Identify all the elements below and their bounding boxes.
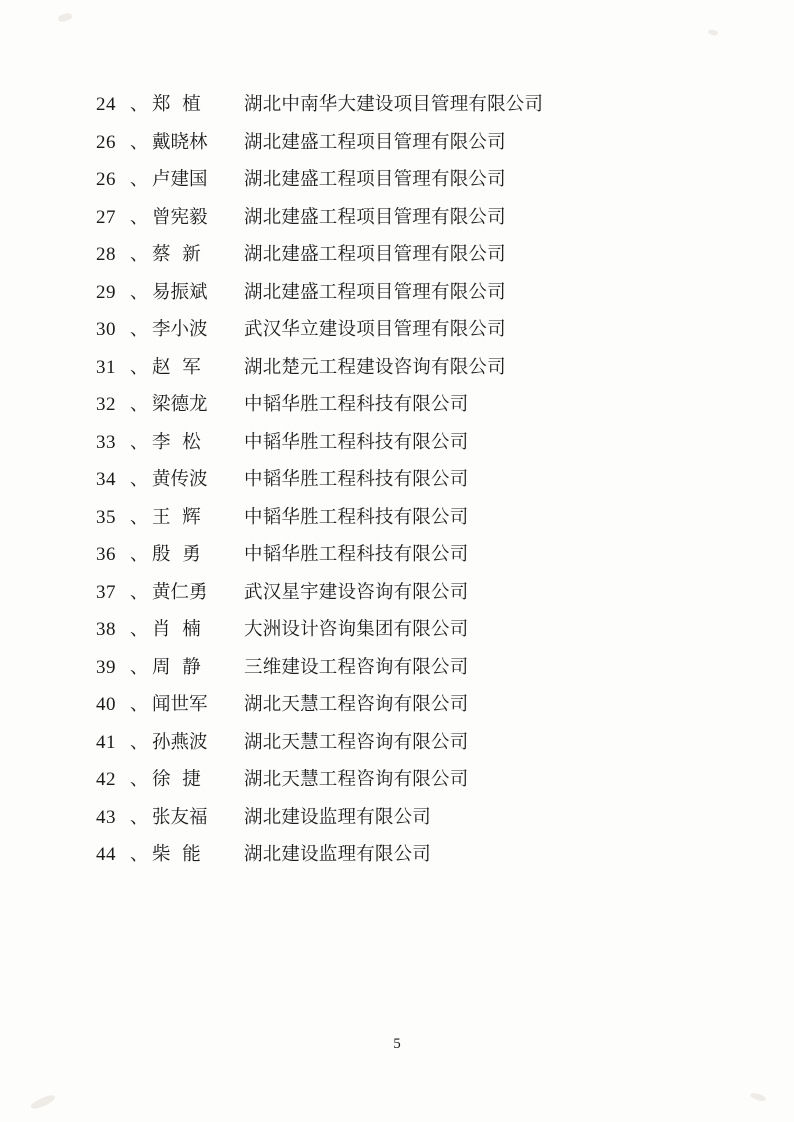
list-item-person-name: 曾宪毅 — [152, 206, 208, 228]
list-item — [96, 86, 706, 124]
list-item-separator: 、 — [130, 581, 148, 603]
list-item — [96, 311, 706, 349]
list-item-organization: 湖北建盛工程项目管理有限公司 — [244, 244, 506, 265]
scan-artifact-top-right — [708, 29, 719, 36]
list-item — [96, 274, 706, 312]
list-item — [96, 799, 706, 837]
list-item — [96, 649, 706, 687]
list-item-index: 26 — [96, 169, 116, 190]
list-item-index: 32 — [96, 394, 116, 415]
list-item-index: 24 — [96, 94, 116, 115]
list-item-index: 30 — [96, 319, 116, 340]
list-item-index: 34 — [96, 469, 116, 490]
list-item — [96, 461, 706, 499]
list-item-separator: 、 — [130, 544, 148, 565]
list-item — [96, 161, 706, 199]
list-item-index: 42 — [96, 769, 116, 790]
list-item-person-name: 孙燕波 — [152, 731, 208, 753]
scan-artifact-top-left — [57, 12, 72, 23]
list-item — [96, 574, 706, 612]
list-item-index: 39 — [96, 656, 116, 678]
list-item-index: 26 — [96, 131, 116, 153]
list-item-organization: 三维建设工程咨询有限公司 — [244, 656, 469, 678]
list-item — [96, 386, 706, 424]
list-item-separator: 、 — [130, 731, 148, 753]
list-item-index: 43 — [96, 806, 116, 828]
list-item-organization: 湖北建盛工程项目管理有限公司 — [244, 281, 506, 303]
list-item-separator: 、 — [130, 131, 148, 153]
list-item-organization: 湖北天慧工程咨询有限公司 — [244, 769, 469, 790]
list-item — [96, 199, 706, 237]
list-item-separator: 、 — [130, 431, 148, 453]
list-item-person-name: 张友福 — [152, 806, 208, 828]
list-item-separator: 、 — [130, 319, 148, 340]
list-item-person-name: 赵 军 — [152, 356, 201, 378]
list-item-person-name: 徐 捷 — [152, 769, 201, 790]
list-item-person-name: 黄仁勇 — [152, 581, 208, 603]
list-item-separator: 、 — [130, 94, 148, 115]
list-item — [96, 124, 706, 162]
list-item-organization: 中韬华胜工程科技有限公司 — [244, 506, 469, 528]
list-item — [96, 761, 706, 799]
list-item-organization: 湖北建设监理有限公司 — [244, 806, 432, 828]
list-item-separator: 、 — [130, 694, 148, 715]
list-item-person-name: 肖 楠 — [152, 619, 201, 640]
list-item — [96, 236, 706, 274]
list-item-person-name: 蔡 新 — [152, 244, 201, 265]
list-item-person-name: 易振斌 — [152, 281, 208, 303]
list-item-separator: 、 — [130, 806, 148, 828]
list-item-person-name: 黄传波 — [152, 469, 208, 490]
list-item-index: 37 — [96, 581, 116, 603]
list-item-organization: 湖北天慧工程咨询有限公司 — [244, 731, 469, 753]
list-item-index: 27 — [96, 206, 116, 228]
list-item-separator: 、 — [130, 469, 148, 490]
list-item-organization: 湖北天慧工程咨询有限公司 — [244, 694, 469, 715]
list-item-person-name: 卢建国 — [152, 169, 208, 190]
list-item-organization: 中韬华胜工程科技有限公司 — [244, 394, 469, 415]
list-item-organization: 中韬华胜工程科技有限公司 — [244, 431, 469, 453]
list-item-organization: 湖北中南华大建设项目管理有限公司 — [244, 94, 544, 115]
list-item-person-name: 王 辉 — [152, 506, 201, 528]
list-item — [96, 349, 706, 387]
scan-artifact-bottom-right — [749, 1092, 766, 1103]
list-item — [96, 724, 706, 762]
list-item — [96, 499, 706, 537]
list-item-person-name: 戴晓林 — [152, 131, 208, 153]
list-item-organization: 湖北建设监理有限公司 — [244, 844, 432, 865]
list-item — [96, 424, 706, 462]
list-item-index: 36 — [96, 544, 116, 565]
list-item-organization: 中韬华胜工程科技有限公司 — [244, 469, 469, 490]
list-item-separator: 、 — [130, 506, 148, 528]
list-item-index: 28 — [96, 244, 116, 265]
list-item-index: 38 — [96, 619, 116, 640]
list-item-separator: 、 — [130, 656, 148, 678]
list-item-person-name: 殷 勇 — [152, 544, 201, 565]
list-item-organization: 中韬华胜工程科技有限公司 — [244, 544, 469, 565]
list-item-index: 35 — [96, 506, 116, 528]
list-item-separator: 、 — [130, 169, 148, 190]
list-item-separator: 、 — [130, 394, 148, 415]
list-item-organization: 湖北建盛工程项目管理有限公司 — [244, 131, 506, 153]
list-item-separator: 、 — [130, 356, 148, 378]
list-item-person-name: 周 静 — [152, 656, 201, 678]
list-item-index: 31 — [96, 356, 116, 378]
list-item-organization: 大洲设计咨询集团有限公司 — [244, 619, 469, 640]
list-item-separator: 、 — [130, 281, 148, 303]
list-item — [96, 836, 706, 874]
list-item-separator: 、 — [130, 844, 148, 865]
list-item-person-name: 闻世军 — [152, 694, 208, 715]
list-item-organization: 湖北建盛工程项目管理有限公司 — [244, 169, 506, 190]
list-item — [96, 686, 706, 724]
list-item-person-name: 李小波 — [152, 319, 208, 340]
list-item-organization: 武汉星宇建设咨询有限公司 — [244, 581, 469, 603]
list-item-separator: 、 — [130, 206, 148, 228]
list-item-organization: 湖北建盛工程项目管理有限公司 — [244, 206, 506, 228]
list-item-index: 40 — [96, 694, 116, 715]
list-item-organization: 湖北楚元工程建设咨询有限公司 — [244, 356, 506, 378]
list-item-separator: 、 — [130, 244, 148, 265]
list-item-separator: 、 — [130, 769, 148, 790]
list-item-index: 33 — [96, 431, 116, 453]
list-item — [96, 611, 706, 649]
list-item-index: 44 — [96, 844, 116, 865]
list-item-person-name: 李 松 — [152, 431, 201, 453]
list-item-person-name: 柴 能 — [152, 844, 201, 865]
name-list — [96, 86, 706, 874]
list-item — [96, 536, 706, 574]
scan-artifact-bottom-left — [29, 1093, 56, 1111]
list-item-index: 29 — [96, 281, 116, 303]
list-item-person-name: 梁德龙 — [152, 394, 208, 415]
list-item-index: 41 — [96, 731, 116, 753]
list-item-separator: 、 — [130, 619, 148, 640]
page-number: 5 — [393, 1036, 401, 1052]
list-item-person-name: 郑 植 — [152, 94, 201, 115]
list-item-organization: 武汉华立建设项目管理有限公司 — [244, 319, 506, 340]
